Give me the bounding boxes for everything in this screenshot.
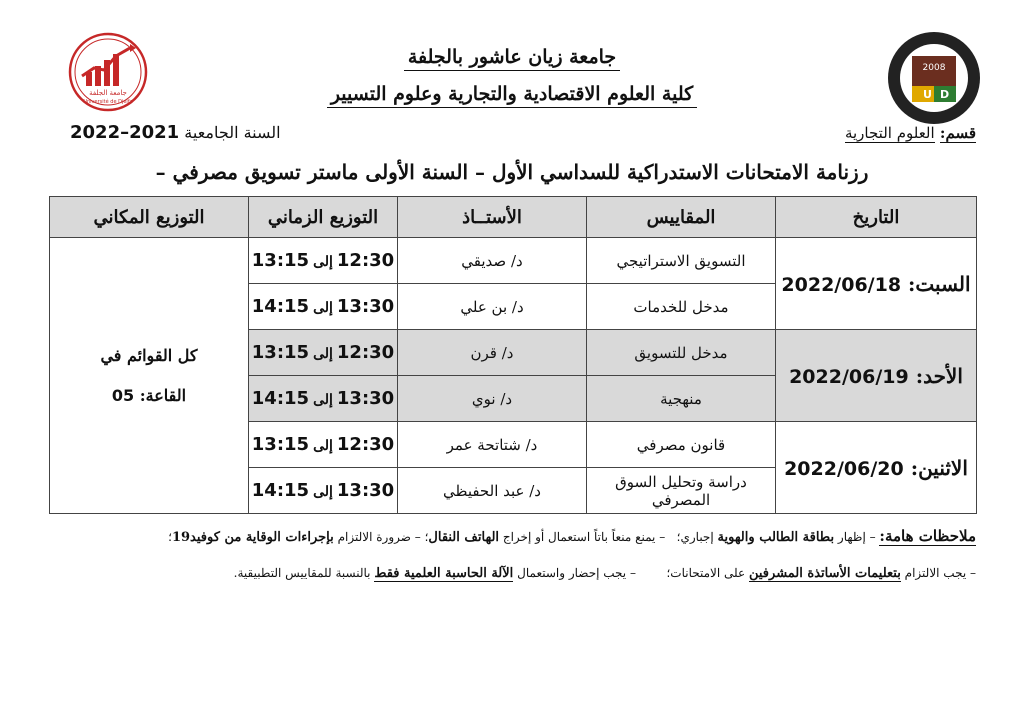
time-end: 13:15 bbox=[251, 342, 310, 363]
time-end: 14:15 bbox=[251, 480, 310, 501]
note-2-post: ؛ bbox=[424, 530, 429, 544]
university-name-text: جامعة زيان عاشور بالجلفة bbox=[404, 46, 620, 71]
day-name: الأحد: bbox=[915, 363, 963, 388]
note-2-pre: – يمنع منعاً باتاً استعمال أو إخراج bbox=[502, 530, 666, 544]
faculty-name-text: كلية العلوم الاقتصادية والتجارية وعلوم التسيير bbox=[327, 83, 697, 108]
time-end: 13:15 bbox=[251, 434, 310, 455]
time-to: إلى bbox=[313, 300, 333, 316]
academic-year-value: 2022–2021 bbox=[70, 122, 180, 143]
note-4-post: على الامتحانات؛ bbox=[666, 566, 746, 580]
location-cell bbox=[50, 238, 249, 514]
exam-schedule-table bbox=[49, 196, 977, 514]
note-5-bold: الآلة الحاسبة العلمية فقط bbox=[374, 566, 514, 581]
day-name: الاثنين: bbox=[910, 455, 968, 480]
university-name bbox=[0, 46, 1024, 68]
module-cell: منهجية bbox=[587, 376, 776, 422]
time-to: إلى bbox=[313, 254, 333, 270]
time-start: 13:30 bbox=[336, 388, 395, 409]
note-5-post: بالنسبة للمقاييس التطبيقية. bbox=[233, 566, 371, 580]
notes-label: ملاحظات هامة: bbox=[879, 527, 976, 545]
time-cell bbox=[249, 330, 398, 376]
location-room: 05 bbox=[111, 385, 135, 405]
note-3-post: ؛ bbox=[168, 530, 172, 544]
location-label: القاعة: bbox=[139, 385, 187, 405]
note-3-pre: – ضرورة الالتزام bbox=[337, 530, 421, 544]
col-header-teacher: الأستــاذ bbox=[398, 197, 587, 238]
svg-text:D: D bbox=[940, 88, 950, 101]
date-value: 2022/06/18 bbox=[781, 273, 902, 296]
teacher-cell: د/ عبد الحفيظي bbox=[398, 468, 587, 514]
module-cell: مدخل للخدمات bbox=[587, 284, 776, 330]
teacher-cell: د/ صديقي bbox=[398, 238, 587, 284]
module-cell: التسويق الاستراتيجي bbox=[587, 238, 776, 284]
col-header-location: التوزيع المكاني bbox=[50, 197, 249, 238]
date-cell bbox=[776, 422, 977, 514]
time-cell bbox=[249, 422, 398, 468]
note-1-pre: – إظهار bbox=[837, 530, 876, 544]
teacher-cell: د/ قرن bbox=[398, 330, 587, 376]
time-to: إلى bbox=[313, 438, 333, 454]
exam-title: رزنامة الامتحانات الاستدراكية للسداسي الأول – السنة الأولى ماستر تسويق مصرفي – bbox=[155, 160, 869, 184]
svg-text:U: U bbox=[923, 88, 932, 101]
notes-line-1 bbox=[168, 527, 976, 545]
module-cell: دراسة وتحليل السوق المصرفي bbox=[587, 468, 776, 514]
time-cell bbox=[249, 284, 398, 330]
time-end: 14:15 bbox=[251, 296, 310, 317]
note-3-bold: بإجراءات الوقاية من كوفيد19 bbox=[171, 530, 334, 545]
col-header-module: المقاييس bbox=[587, 197, 776, 238]
module-cell: مدخل للتسويق bbox=[587, 330, 776, 376]
note-5-pre: – يجب إحضار واستعمال bbox=[517, 566, 636, 580]
date-value: 2022/06/19 bbox=[789, 365, 909, 388]
date-cell bbox=[776, 238, 977, 330]
time-start: 13:30 bbox=[336, 296, 395, 317]
time-end: 13:15 bbox=[251, 250, 310, 271]
teacher-cell: د/ بن علي bbox=[398, 284, 587, 330]
col-header-date: التاريخ bbox=[776, 197, 977, 238]
notes-line-2 bbox=[234, 566, 976, 581]
note-2-bold: الهاتف النقال bbox=[428, 530, 500, 545]
module-cell: قانون مصرفي bbox=[587, 422, 776, 468]
day-name: السبت: bbox=[908, 271, 971, 296]
academic-year-label: السنة الجامعية bbox=[184, 123, 281, 142]
date-cell bbox=[776, 330, 977, 422]
location-line1: كل القوائم في bbox=[100, 345, 198, 365]
time-cell bbox=[249, 468, 398, 514]
time-to: إلى bbox=[313, 346, 333, 362]
note-1-post: إجباري؛ bbox=[676, 530, 714, 544]
time-end: 14:15 bbox=[251, 388, 310, 409]
note-4-bold: بتعليمات الأساتذة المشرفين bbox=[748, 566, 901, 581]
university-logo bbox=[886, 30, 982, 126]
table-row bbox=[50, 238, 977, 284]
time-cell bbox=[249, 238, 398, 284]
date-value: 2022/06/20 bbox=[784, 457, 904, 480]
time-start: 12:30 bbox=[336, 342, 395, 363]
teacher-cell: د/ نوي bbox=[398, 376, 587, 422]
note-4-pre: – يجب الالتزام bbox=[904, 566, 976, 580]
time-cell bbox=[249, 376, 398, 422]
time-to: إلى bbox=[313, 392, 333, 408]
svg-text:جامعة الجلفة: جامعة الجلفة bbox=[89, 89, 127, 97]
svg-text:2008: 2008 bbox=[922, 63, 946, 73]
svg-text:Université de Djelfa: Université de Djelfa bbox=[83, 99, 133, 105]
time-to: إلى bbox=[313, 484, 333, 500]
teacher-cell: د/ شتاتحة عمر bbox=[398, 422, 587, 468]
table-header-row bbox=[50, 197, 977, 238]
department-label: قسم: bbox=[939, 124, 976, 142]
department-value: العلوم التجارية bbox=[844, 124, 935, 142]
time-start: 13:30 bbox=[336, 480, 395, 501]
note-1-bold: بطاقة الطالب والهوية bbox=[717, 530, 835, 545]
faculty-name bbox=[0, 83, 1024, 105]
location-room-line bbox=[50, 376, 248, 416]
time-start: 12:30 bbox=[336, 250, 395, 271]
time-start: 12:30 bbox=[336, 434, 395, 455]
col-header-time: التوزيع الزماني bbox=[249, 197, 398, 238]
academic-year bbox=[70, 122, 281, 143]
department bbox=[845, 124, 976, 142]
